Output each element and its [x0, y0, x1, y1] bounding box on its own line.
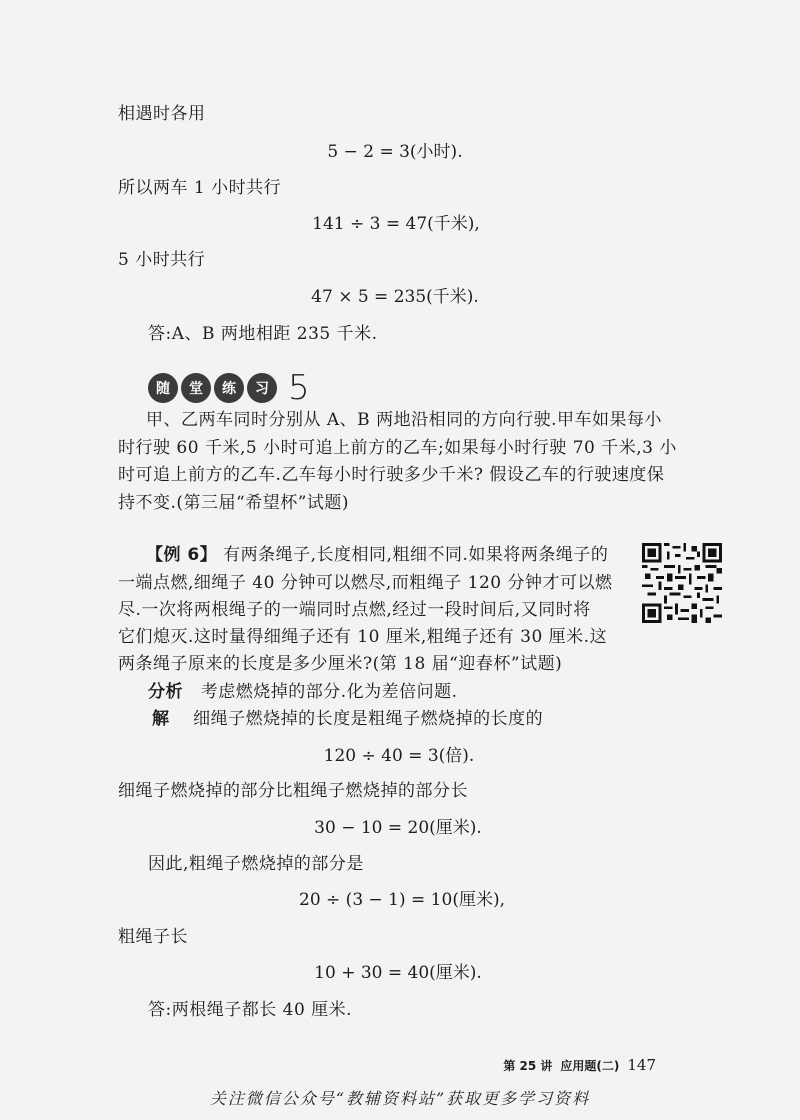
page-number: 147	[627, 1056, 656, 1074]
practice-badge: 堂	[181, 373, 211, 403]
example-text: 有两条绳子,长度相同,粗细不同.如果将两条绳子的	[223, 545, 609, 565]
equation: 20 ÷ (3 − 1) = 10(厘米),	[299, 890, 505, 910]
text-line: 相遇时各用	[118, 104, 206, 124]
equation: 5 − 2 = 3(小时).	[327, 142, 463, 162]
solution-line	[152, 707, 543, 731]
qr-code[interactable]	[642, 543, 722, 623]
example-line: 尽.一次将两根绳子的一端同时点燃,经过一段时间后,又同时将	[118, 600, 591, 620]
example-line: 一端点燃,细绳子 40 分钟可以燃尽,而粗绳子 120 分钟才可以燃	[118, 573, 613, 593]
answer-line: 答:A、B 两地相距 235 千米.	[148, 324, 378, 344]
practice-line: 甲、乙两车同时分别从 A、B 两地沿相同的方向行驶.甲车如果每小	[146, 410, 662, 430]
example-line: 两条绳子原来的长度是多少厘米?(第 18 届“迎春杯”试题)	[118, 654, 563, 674]
chapter-label: 第 25 讲	[503, 1059, 553, 1073]
text-line: 因此,粗绳子燃烧掉的部分是	[148, 854, 364, 874]
analysis-line	[148, 680, 458, 704]
page-footer	[503, 1056, 656, 1074]
equation: 141 ÷ 3 = 47(千米),	[312, 214, 480, 234]
solution-label: 解	[152, 709, 170, 729]
chapter-title: 应用题(二)	[560, 1059, 620, 1073]
practice-badge: 随	[148, 373, 178, 403]
practice-line: 持不变.(第三届“希望杯”试题)	[118, 493, 350, 513]
text-line: 粗绳子长	[118, 927, 188, 947]
text-line: 细绳子燃烧掉的部分比粗绳子燃烧掉的部分长	[118, 781, 468, 801]
text-line: 所以两车 1 小时共行	[118, 178, 282, 198]
practice-badge: 习	[247, 373, 277, 403]
watermark-text: 关注微信公众号“教辅资料站”获取更多学习资料	[209, 1089, 591, 1108]
answer-line: 答:两根绳子都长 40 厘米.	[148, 1000, 353, 1020]
equation: 30 − 10 = 20(厘米).	[314, 818, 482, 838]
example-tag: 【例 6】	[146, 545, 218, 565]
practice-badge: 练	[214, 373, 244, 403]
equation: 120 ÷ 40 = 3(倍).	[323, 746, 475, 766]
example-line: 它们熄灭.这时量得细绳子还有 10 厘米,粗绳子还有 30 厘米.这	[118, 627, 608, 647]
example-first-line	[146, 543, 608, 567]
text-line: 5 小时共行	[118, 250, 206, 270]
equation: 10 + 30 = 40(厘米).	[314, 963, 482, 983]
solution-text: 细绳子燃烧掉的长度是粗绳子燃烧掉的长度的	[193, 709, 544, 729]
practice-line: 时行驶 60 千米,5 小时可追上前方的乙车;如果每小时行驶 70 千米,3 小	[118, 438, 677, 458]
practice-line: 时可追上前方的乙车.乙车每小时行驶多少千米? 假设乙车的行驶速度保	[118, 465, 665, 485]
analysis-text: 考虑燃烧掉的部分.化为差倍问题.	[200, 682, 458, 702]
equation: 47 × 5 = 235(千米).	[311, 287, 479, 307]
practice-number: 5	[288, 368, 310, 408]
practice-banner	[148, 370, 310, 406]
analysis-label: 分析	[148, 682, 183, 702]
